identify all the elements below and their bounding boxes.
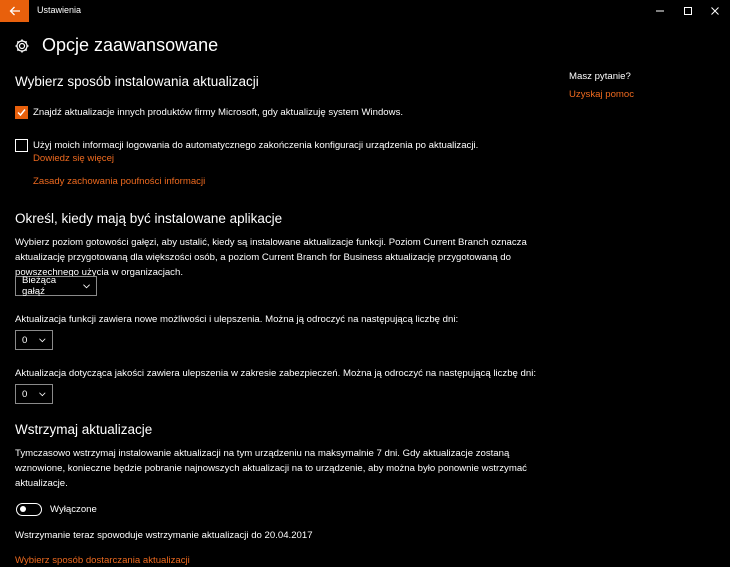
maximize-icon	[683, 6, 693, 16]
branch-dropdown[interactable]	[15, 276, 97, 296]
pause-heading: Wstrzymaj aktualizacje	[15, 422, 153, 437]
feature-defer-value: 0	[22, 334, 28, 346]
checkmark-icon	[16, 107, 27, 118]
learn-more-link[interactable]: Dowiedz się więcej	[33, 153, 115, 164]
pause-description	[15, 446, 527, 491]
sign-in-info-checkbox[interactable]	[15, 139, 28, 152]
branch-desc-line2: aktualizację przygotowaną dla większości osób, a poziom Current Branch for Business aktualizację przygotowaną do	[15, 252, 511, 263]
back-arrow-icon	[9, 6, 21, 16]
page-header	[14, 35, 218, 56]
privacy-link[interactable]: Zasady zachowania poufności informacji	[33, 176, 206, 187]
other-products-label: Znajdź aktualizacje innych produktów firmy Microsoft, gdy aktualizuję system Windows.	[33, 107, 404, 118]
sidebar-question: Masz pytanie?	[569, 71, 631, 82]
pause-toggle-label: Wyłączone	[50, 504, 97, 515]
branch-description	[15, 235, 527, 280]
title-bar	[0, 0, 730, 22]
chevron-down-icon	[39, 390, 46, 398]
get-help-link[interactable]: Uzyskaj pomoc	[569, 89, 635, 100]
pause-toggle[interactable]	[16, 503, 42, 516]
maximize-button[interactable]	[673, 0, 703, 22]
pause-note: Wstrzymanie teraz spowoduje wstrzymanie aktualizacji do 20.04.2017	[15, 530, 313, 541]
back-button[interactable]	[0, 0, 29, 22]
quality-defer-label: Aktualizacja dotycząca jakości zawiera ulepszenia w zakresie zabezpieczeń. Można ją odroczyć na następującą liczbę dni:	[15, 368, 536, 379]
chevron-down-icon	[83, 282, 90, 290]
feature-defer-label: Aktualizacja funkcji zawiera nowe możliwości i ulepszenia. Można ją odroczyć na następującą liczbę dni:	[15, 314, 459, 325]
pause-desc-line2: wznowione, konieczne będzie pobranie najnowszych aktualizacji na to urządzenie, aby można było ponownie wstrzymać	[15, 463, 527, 474]
sign-in-info-label: Użyj moich informacji logowania do automatycznego zakończenia konfiguracji urządzenia po aktualizacji.	[33, 140, 479, 151]
install-heading: Wybierz sposób instalowania aktualizacji	[15, 74, 259, 89]
apps-heading: Określ, kiedy mają być instalowane aplikacje	[15, 211, 283, 226]
branch-desc-line1: Wybierz poziom gotowości gałęzi, aby ustalić, kiedy są instalowane aktualizacje funkcji. Poziom Current Branch oznacza	[15, 237, 527, 248]
quality-defer-value: 0	[22, 388, 28, 400]
gear-icon	[14, 38, 30, 54]
branch-dropdown-value: Bieżąca gałąź	[22, 275, 57, 297]
chevron-down-icon	[39, 336, 46, 344]
minimize-button[interactable]	[645, 0, 675, 22]
branch-desc-line3: powszechnego użycia w organizacjach.	[15, 267, 183, 278]
page-title: Opcje zaawansowane	[42, 35, 219, 55]
delivery-link[interactable]: Wybierz sposób dostarczania aktualizacji	[15, 555, 190, 566]
window-title: Ustawienia	[37, 5, 82, 15]
close-button[interactable]	[700, 0, 730, 22]
close-icon	[710, 6, 720, 16]
other-products-checkbox[interactable]	[15, 106, 28, 119]
toggle-knob	[20, 506, 26, 512]
pause-desc-line1: Tymczasowo wstrzymaj instalowanie aktualizacji na tym urządzeniu na maksymalnie 7 dni. Gdy aktualizacje zostaną	[15, 448, 510, 459]
quality-defer-dropdown[interactable]	[15, 384, 53, 404]
pause-desc-line3: aktualizacje.	[15, 478, 68, 489]
feature-defer-dropdown[interactable]	[15, 330, 53, 350]
minimize-icon	[655, 6, 665, 16]
